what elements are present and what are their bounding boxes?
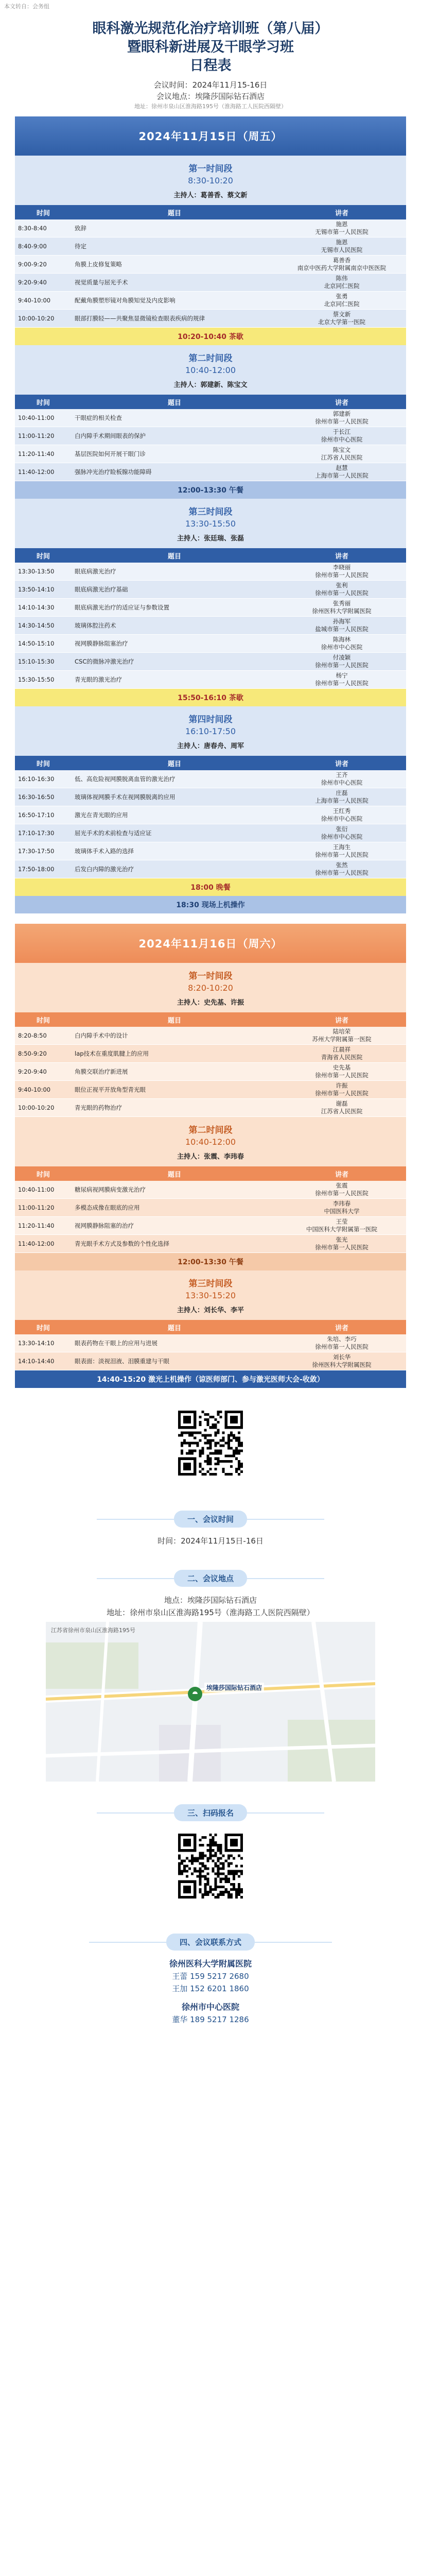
cell-time: 17:30-17:50 [15, 842, 72, 860]
session-host: 主持人：葛善香、蔡文新 [173, 192, 248, 199]
cell-time: 11:00-11:20 [15, 1199, 72, 1217]
section-venue-title [0, 1570, 421, 1587]
schedule-row [15, 563, 406, 581]
cell-time: 14:30-14:50 [15, 617, 72, 635]
day1-session-4 [15, 706, 406, 756]
section-time-body: 时间：2024年11月15日-16日 [157, 1536, 264, 1546]
col-time: 时间 [15, 205, 72, 219]
cell-speaker: 李玮春 中国医科大学 [277, 1199, 406, 1217]
schedule-row [15, 1181, 406, 1199]
schedule-row [15, 463, 406, 481]
schedule-row [15, 860, 406, 878]
cell-time: 13:30-14:10 [15, 1334, 72, 1352]
schedule-row [15, 1199, 406, 1217]
cell-topic: 眼表药物在干眼上的应用与进展 [72, 1334, 277, 1352]
cell-topic: 多模态成像在眼底的应用 [72, 1199, 277, 1217]
title-line-1: 眼科激光规范化治疗培训班（第八届） [92, 21, 329, 37]
col-topic: 题目 [72, 756, 277, 770]
schedule-row [15, 1352, 406, 1370]
break-bar: 10:20-10:40 茶歇 [15, 328, 406, 345]
day1-table-1 [15, 205, 406, 328]
cell-topic: 配戴角膜塑形镜对角膜知觉及内皮影响 [72, 292, 277, 310]
divider [247, 1812, 324, 1814]
session-host: 主持人：郭建新、陈宝文 [173, 381, 248, 389]
cell-topic: 青光眼手术方式及参数的个性化选择 [72, 1235, 277, 1253]
schedule-row [15, 1081, 406, 1099]
section-pill: 一、会议时间 [174, 1511, 247, 1528]
cell-speaker: 张衍 徐州市中心医院 [277, 824, 406, 842]
cell-speaker: 陈宝文 江苏省人民医院 [277, 445, 406, 463]
col-speaker: 讲者 [277, 1012, 406, 1027]
col-speaker: 讲者 [277, 548, 406, 563]
closing-bar: 14:40-15:20 激光上机操作（谅医师部门、参与激光医师大会-收敛） [15, 1370, 406, 1388]
cell-topic: 玻璃体视网膜手术在视网膜脱离的应用 [72, 788, 277, 806]
cell-topic: 视网膜静脉阻塞的治疗 [72, 1217, 277, 1235]
cell-speaker: 蔡文新 北京大学第一医院 [277, 310, 406, 328]
cell-speaker: 于长江 徐州市中心医院 [277, 427, 406, 445]
source-note: 本文转自：会务组 [4, 3, 49, 10]
cell-time: 9:00-9:20 [15, 256, 72, 274]
divider [255, 1942, 332, 1943]
session-time: 10:40-12:00 [185, 365, 236, 375]
cell-speaker: 张秀丽 徐州医科大学附属医院 [277, 599, 406, 617]
col-time: 时间 [15, 548, 72, 563]
cell-topic: 玻璃体手术入路的选择 [72, 842, 277, 860]
schedule-row [15, 274, 406, 292]
day1-session-1 [15, 156, 406, 205]
section-pill: 四、会议联系方式 [166, 1934, 255, 1951]
cell-time: 9:40-10:00 [15, 292, 72, 310]
divider [97, 1578, 174, 1579]
col-topic: 题目 [72, 1012, 277, 1027]
cell-topic: CSC的微脉冲激光治疗 [72, 653, 277, 671]
contact-person: 王蕾 159 5217 2680 [172, 1972, 249, 1981]
session-host: 主持人：张廷瑞、张磊 [177, 535, 244, 543]
session-time: 13:30-15:50 [185, 519, 236, 529]
schedule-row [15, 617, 406, 635]
cell-time: 16:30-16:50 [15, 788, 72, 806]
schedule-row [15, 427, 406, 445]
dinner-bar: 18:00 晚餐 [15, 878, 406, 896]
col-speaker: 讲者 [277, 205, 406, 219]
day1-table-4 [15, 756, 406, 878]
day2-session-2 [15, 1117, 406, 1166]
schedule-row [15, 445, 406, 463]
cell-topic: 青光眼的激光治疗 [72, 671, 277, 689]
cell-time: 11:40-12:00 [15, 463, 72, 481]
cell-time: 10:40-11:00 [15, 1181, 72, 1199]
contact-org: 徐州医科大学附属医院 [169, 1959, 252, 1969]
cell-speaker: 张然 徐州市第一人民医院 [277, 860, 406, 878]
cell-topic: 干眼症的相关检查 [72, 409, 277, 427]
session-name: 第三时间段 [188, 1279, 233, 1289]
cell-speaker: 张光 徐州市第一人民医院 [277, 1235, 406, 1253]
col-time: 时间 [15, 756, 72, 770]
cell-topic: 白内障手术中的设计 [72, 1027, 277, 1045]
cell-time: 9:40-10:00 [15, 1081, 72, 1099]
cell-speaker: 葛善香 南京中医药大学附属南京中医医院 [277, 256, 406, 274]
cell-speaker: 王海生 徐州市第一人民医院 [277, 842, 406, 860]
session-name: 第二时间段 [188, 1125, 233, 1136]
day2-table-2 [15, 1166, 406, 1253]
cell-speaker: 张震 徐州市第一人民医院 [277, 1181, 406, 1199]
col-speaker: 讲者 [277, 1166, 406, 1181]
schedule-row [15, 256, 406, 274]
cell-speaker: 谢磊 江苏省人民医院 [277, 1099, 406, 1117]
lunch-bar: 12:00-13:30 午餐 [15, 481, 406, 499]
session-name: 第二时间段 [188, 353, 233, 364]
venue-address: 地址：徐州市泉山区淮海路195号（淮海路工人医院西隔壁） [107, 1608, 314, 1617]
schedule-body [15, 116, 406, 1388]
session-name: 第一时间段 [188, 164, 233, 174]
schedule-row [15, 1063, 406, 1081]
operation-bar: 18:30 现场上机操作 [15, 896, 406, 913]
schedule-row [15, 770, 406, 788]
schedule-row [15, 635, 406, 653]
cell-time: 14:10-14:40 [15, 1352, 72, 1370]
cell-time: 11:00-11:20 [15, 427, 72, 445]
qr-block-1 [0, 1388, 421, 1488]
cell-time: 15:10-15:30 [15, 653, 72, 671]
cell-topic: lap技术在重度肌腱上的应用 [72, 1045, 277, 1063]
cell-topic: 角膜上皮修复策略 [72, 256, 277, 274]
schedule-row [15, 409, 406, 427]
cell-speaker: 庄磊 上海市第一人民医院 [277, 788, 406, 806]
contact-list [0, 1958, 421, 2026]
cell-topic: 眼底病激光治疗基础 [72, 581, 277, 599]
schedule-row [15, 1235, 406, 1253]
session-time: 10:40-12:00 [185, 1137, 236, 1147]
cell-time: 8:30-8:40 [15, 219, 72, 238]
schedule-row [15, 599, 406, 617]
day2-banner: 2024年11月16日（周六） [15, 924, 406, 963]
day1-session-3 [15, 499, 406, 548]
schedule-row [15, 581, 406, 599]
qr-code-icon[interactable] [176, 1409, 245, 1478]
schedule-row [15, 824, 406, 842]
meeting-date: 会议时间：2024年11月15-16日 [153, 80, 268, 90]
lunch-bar: 12:00-13:30 午餐 [15, 1253, 406, 1270]
cell-time: 17:10-17:30 [15, 824, 72, 842]
cell-speaker: 付凌颖 徐州市第一人民医院 [277, 653, 406, 671]
cell-topic: 眼底病激光治疗 [72, 563, 277, 581]
cell-speaker: 张利 徐州市第一人民医院 [277, 581, 406, 599]
col-speaker: 讲者 [277, 395, 406, 409]
title-line-3: 日程表 [189, 58, 232, 74]
map-label-hotel: 埃隆莎国际钻石酒店 [204, 1683, 264, 1692]
session-name: 第三时间段 [188, 507, 233, 517]
session-host: 主持人：唐春舟、周军 [177, 742, 244, 750]
map-graphic [46, 1622, 375, 1782]
cell-time: 16:10-16:30 [15, 770, 72, 788]
day1-table-3 [15, 548, 406, 689]
cell-topic: 青光眼的药物治疗 [72, 1099, 277, 1117]
section-signup-title [0, 1804, 421, 1821]
session-time: 8:30-10:20 [188, 176, 233, 185]
cell-time: 11:20-11:40 [15, 1217, 72, 1235]
day1-session-2 [15, 345, 406, 395]
col-topic: 题目 [72, 1320, 277, 1334]
cell-topic: 眼表面：淡视泪液、泪膜重建与干眼 [72, 1352, 277, 1370]
meeting-venue: 会议地点：埃隆莎国际钻石酒店 [156, 92, 265, 101]
divider [247, 1519, 324, 1520]
section-pill: 二、会议地点 [174, 1570, 247, 1587]
cell-time: 13:30-13:50 [15, 563, 72, 581]
cell-speaker: 朱培、李巧 徐州市第一人民医院 [277, 1334, 406, 1352]
cell-speaker: 郭建新 徐州市第一人民医院 [277, 409, 406, 427]
cell-time: 14:10-14:30 [15, 599, 72, 617]
cell-speaker: 许振 徐州市第一人民医院 [277, 1081, 406, 1099]
session-time: 13:30-15:20 [185, 1291, 236, 1300]
cell-topic: 视觉质量与屈光手术 [72, 274, 277, 292]
col-time: 时间 [15, 395, 72, 409]
schedule-row [15, 292, 406, 310]
qr-block-2 [0, 1828, 421, 1911]
col-speaker: 讲者 [277, 1320, 406, 1334]
day1-banner: 2024年11月15日（周五） [15, 116, 406, 156]
cell-time: 15:30-15:50 [15, 671, 72, 689]
col-topic: 题目 [72, 395, 277, 409]
session-time: 16:10-17:50 [185, 726, 236, 736]
cell-time: 9:20-9:40 [15, 274, 72, 292]
cell-time: 9:20-9:40 [15, 1063, 72, 1081]
session-time: 8:20-10:20 [188, 983, 233, 993]
cell-speaker: 王红秀 徐州市中心医院 [277, 806, 406, 824]
day2-session-3 [15, 1270, 406, 1320]
break-bar: 15:50-16:10 茶歇 [15, 689, 406, 706]
cell-time: 10:00-10:20 [15, 1099, 72, 1117]
col-time: 时间 [15, 1166, 72, 1181]
col-topic: 题目 [72, 205, 277, 219]
meeting-address: 地址：徐州市泉山区淮海路195号（淮海路工人医院西隔壁） [134, 103, 287, 110]
cell-topic: 视网膜静脉阻塞治疗 [72, 635, 277, 653]
session-name: 第四时间段 [188, 715, 233, 725]
divider [89, 1942, 166, 1943]
section-time-title [0, 1511, 421, 1528]
cell-time: 17:50-18:00 [15, 860, 72, 878]
cell-topic: 致辞 [72, 219, 277, 238]
contact-person: 董华 189 5217 1286 [172, 2015, 249, 2024]
divider [97, 1812, 174, 1814]
cell-time: 10:40-11:00 [15, 409, 72, 427]
section-contact-title [0, 1934, 421, 1951]
cell-topic: 激光在青光眼的应用 [72, 806, 277, 824]
cell-speaker: 孙海军 盐城市第一人民医院 [277, 617, 406, 635]
day2-session-1 [15, 963, 406, 1012]
cell-speaker: 陆培荣 苏州大学附属第一医院 [277, 1027, 406, 1045]
cell-time: 8:40-9:00 [15, 238, 72, 256]
location-map[interactable] [46, 1622, 375, 1782]
cell-topic: 屈光手术的术前检查与适应证 [72, 824, 277, 842]
cell-speaker: 刘长华 徐州医科大学附属医院 [277, 1352, 406, 1370]
schedule-row [15, 1217, 406, 1235]
cell-speaker: 陈伟 北京同仁医院 [277, 274, 406, 292]
cell-topic: 后发白内障的激光治疗 [72, 860, 277, 878]
map-label-address: 江苏省徐州市泉山区淮海路195号 [51, 1627, 135, 1634]
cell-time: 11:40-12:00 [15, 1235, 72, 1253]
cell-speaker: 李晓丽 徐州市第一人民医院 [277, 563, 406, 581]
day2-table-1 [15, 1012, 406, 1117]
day2-table-3 [15, 1320, 406, 1370]
cell-topic: 基层医院如何开展干眼门诊 [72, 445, 277, 463]
cell-topic: 玻璃体腔注药术 [72, 617, 277, 635]
divider [97, 1519, 174, 1520]
cell-speaker: 施恩 无锡市第一人民医院 [277, 219, 406, 238]
day1-table-2 [15, 395, 406, 481]
cell-speaker: 施恩 无锡市人民医院 [277, 238, 406, 256]
col-time: 时间 [15, 1320, 72, 1334]
cell-time: 14:50-15:10 [15, 635, 72, 653]
schedule-row [15, 310, 406, 328]
cell-topic: 待定 [72, 238, 277, 256]
col-topic: 题目 [72, 548, 277, 563]
cell-topic: 糖尿病视网膜病变激光治疗 [72, 1181, 277, 1199]
cell-speaker: 张勇 北京同仁医院 [277, 292, 406, 310]
section-pill: 三、扫码报名 [174, 1804, 247, 1821]
cell-topic: 眼底病激光治疗的适应证与参数设置 [72, 599, 277, 617]
schedule-row [15, 1334, 406, 1352]
cell-time: 16:50-17:10 [15, 806, 72, 824]
cell-topic: 白内障手术期间眼表的保护 [72, 427, 277, 445]
title-line-2: 暨眼科新进展及干眼学习班 [127, 39, 294, 55]
cell-speaker: 江晨祥 青海省人民医院 [277, 1045, 406, 1063]
divider [247, 1578, 324, 1579]
schedule-row [15, 671, 406, 689]
cell-topic: 强脉冲光治疗睑板腺功能障碍 [72, 463, 277, 481]
cell-topic: 眼部打膜轻——共聚焦显微镜检查眼表疾病的规律 [72, 310, 277, 328]
venue-name: 地点：埃隆莎国际钻石酒店 [164, 1596, 257, 1605]
cell-time: 8:50-9:20 [15, 1045, 72, 1063]
day-gap [15, 913, 406, 924]
schedule-row [15, 653, 406, 671]
schedule-row [15, 842, 406, 860]
contact-person: 王加 152 6201 1860 [172, 1984, 249, 1993]
cell-time: 8:20-8:50 [15, 1027, 72, 1045]
cell-speaker: 王莹 中国医科大学附属第一医院 [277, 1217, 406, 1235]
schedule-row [15, 788, 406, 806]
cell-speaker: 杨宁 徐州市第一人民医院 [277, 671, 406, 689]
cell-topic: 眼位正视平开放角型青光眼 [72, 1081, 277, 1099]
schedule-row [15, 1099, 406, 1117]
contact-org: 徐州市中心医院 [181, 2002, 239, 2012]
session-name: 第一时间段 [188, 971, 233, 981]
session-host: 主持人：史先基、许振 [177, 999, 244, 1007]
session-host: 主持人：张震、李玮春 [177, 1153, 244, 1161]
cell-speaker: 王齐 徐州市中心医院 [277, 770, 406, 788]
schedule-row [15, 1045, 406, 1063]
schedule-row [15, 1027, 406, 1045]
col-speaker: 讲者 [277, 756, 406, 770]
session-host: 主持人：刘长华、李平 [177, 1307, 244, 1314]
cell-time: 13:50-14:10 [15, 581, 72, 599]
cell-speaker: 史先基 徐州市第一人民医院 [277, 1063, 406, 1081]
schedule-row [15, 806, 406, 824]
schedule-row [15, 238, 406, 256]
signup-qr-code-icon[interactable] [176, 1832, 245, 1901]
col-time: 时间 [15, 1012, 72, 1027]
cell-time: 10:00-10:20 [15, 310, 72, 328]
schedule-header [0, 13, 421, 116]
cell-speaker: 赵慧 上海市第一人民医院 [277, 463, 406, 481]
cell-speaker: 陈海林 徐州市中心医院 [277, 635, 406, 653]
schedule-row [15, 219, 406, 238]
cell-topic: 角膜交联治疗新进展 [72, 1063, 277, 1081]
cell-topic: 低、高危险视网膜脱离血管的激光治疗 [72, 770, 277, 788]
cell-time: 11:20-11:40 [15, 445, 72, 463]
col-topic: 题目 [72, 1166, 277, 1181]
